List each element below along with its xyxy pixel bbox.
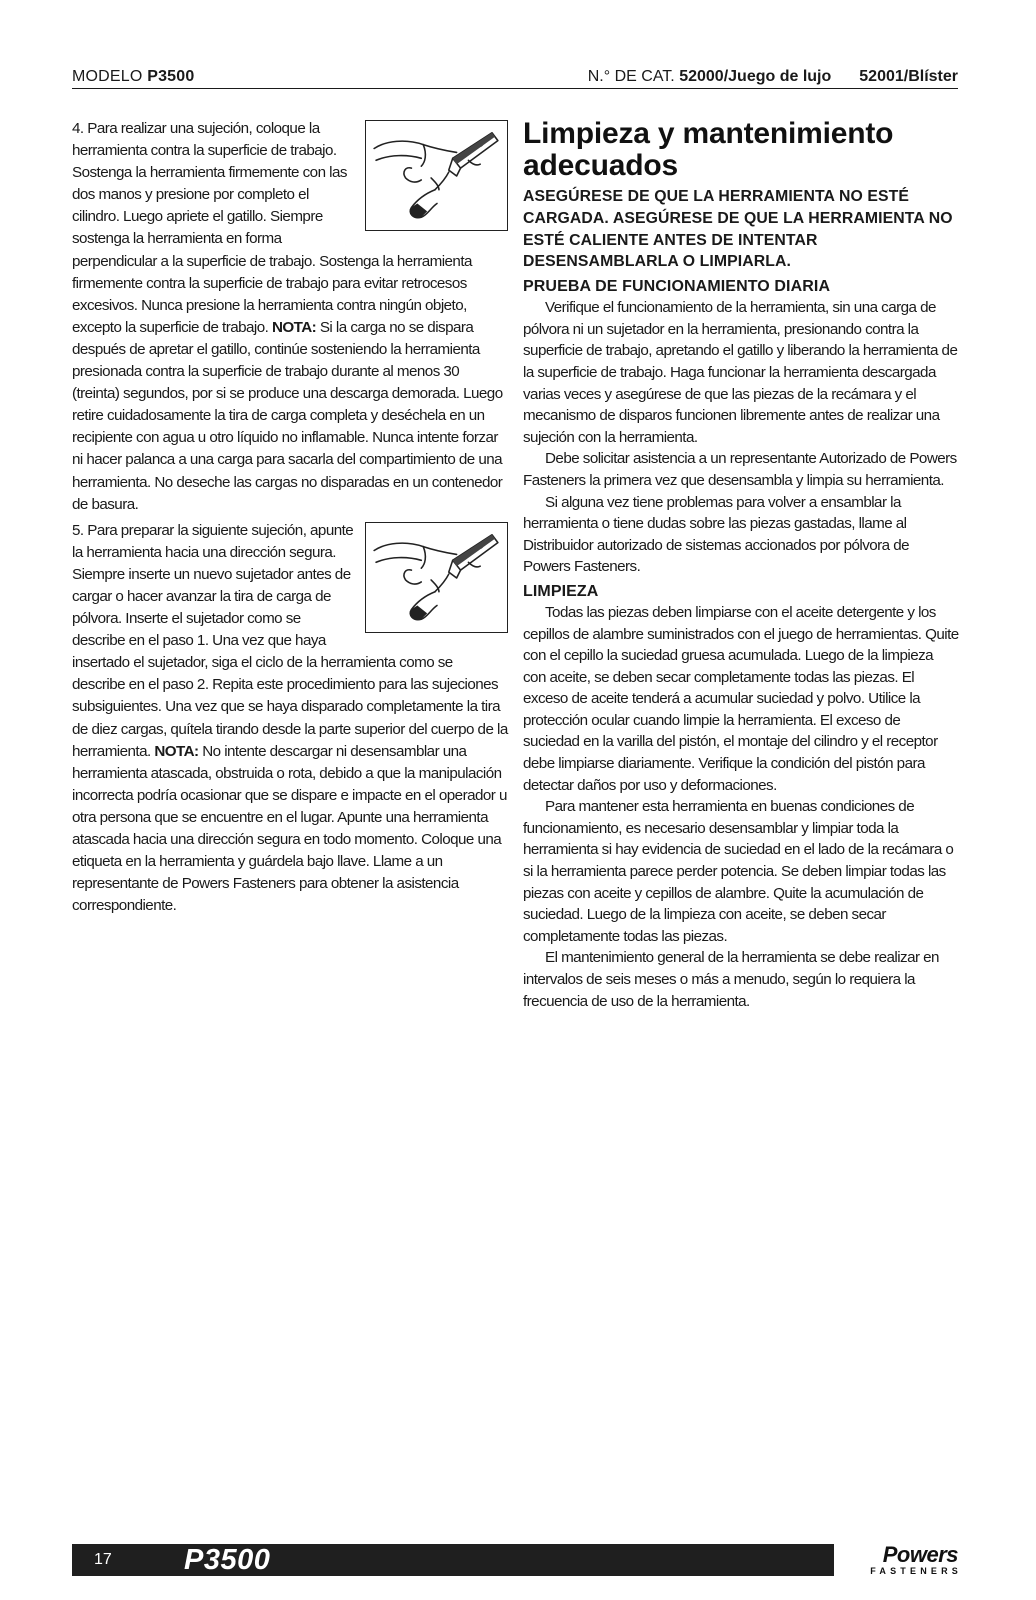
left-column xyxy=(72,118,508,917)
tool-illustration-1 xyxy=(365,120,508,231)
model-number: P3500 xyxy=(147,68,195,85)
logo-word: Powers xyxy=(882,1542,958,1567)
step-5-note-label: NOTA: xyxy=(154,742,199,760)
cat-number-deluxe: 52000/Juego de lujo xyxy=(679,68,832,85)
cat-number-blister: 52001/Blíster xyxy=(859,68,958,85)
logo-subtitle: FASTENERS xyxy=(870,1566,962,1576)
paragraph-reassembly: Si alguna vez tiene problemas para volver a ensamblar la herramienta o tiene dudas sobre las piezas gastadas, llame al Distribuidor autorizado de sistemas accionados por pólvora de Powers Fasteners. xyxy=(523,493,910,576)
step-5 xyxy=(72,520,508,918)
cat-prefix: N.° DE CAT. xyxy=(587,68,680,85)
step-4-note-text: Si la carga no se dispara después de apretar el gatillo, continúe sosteniendo la herramienta presionada contra la superficie de trabajo durante al menos 30 (treinta) segundos, por si se produce una descarga demorada. Luego retire cuidadosamente la tira de carga completa y deséchela en un recipiente con agua u otro líquido no inflamable. Nunca intente forzar ni hacer palanca a una carga para sacarla del compartimiento de una herramienta. No deseche las cargas no disparadas en un contenedor de basura. xyxy=(72,318,503,513)
powder-tool-icon xyxy=(366,523,507,632)
model-label xyxy=(72,66,194,88)
footer-model-title: P3500 xyxy=(184,1544,271,1576)
safety-warning: ASEGÚRESE DE QUE LA HERRAMIENTA NO ESTÉ CARGADA. ASEGÚRESE DE QUE LA HERRAMIENTA NO ESTÉ CALIENTE ANTES DE INTENTAR DESENSAMBLARLA O LIMPIARLA. xyxy=(523,188,953,271)
model-prefix: MODELO xyxy=(72,68,148,85)
paragraph-maintenance: El mantenimiento general de la herramienta se debe realizar en intervalos de seis meses o más a menudo, según lo requiera la frecuencia de uso de la herramienta. xyxy=(523,949,939,1010)
powder-tool-icon xyxy=(366,121,507,230)
step-4-text: 4. Para realizar una sujeción, coloque la herramienta contra la superficie de trabajo. Sostenga la herramienta firmemente con las dos manos y presione por completo el cilindro. Luego apriete el gatillo. Siempre sostenga la herramienta en forma perpendicular a la superficie de trabajo. Sostenga la herramienta firmemente contra la superficie de trabajo para evitar retrocesos excesivos. Nunca presione la herramienta contra ningún objeto, excepto la superficie de trabajo. xyxy=(72,120,472,336)
powers-fasteners-logo xyxy=(842,1542,962,1576)
right-column xyxy=(523,118,959,1012)
page-footer xyxy=(72,1542,962,1576)
page-number: 17 xyxy=(94,1551,112,1568)
step-5-note-text: No intente descargar ni desensamblar una herramienta atascada, obstruida o rota, debido a que la manipulación incorrecta podría ocasionar que se dispare e impacte en el operador u otra persona que se encuentre en el lugar. Apunte una herramienta atascada hacia una dirección segura en todo momento. Coloque una etiqueta en la herramienta y guárdela bajo llave. Llame a un representante de Powers Fasteners para obtener la asistencia correspondiente. xyxy=(72,742,507,915)
footer-bar xyxy=(72,1544,834,1576)
step-4 xyxy=(72,118,508,516)
section-title: Limpieza y mantenimiento adecuados xyxy=(523,117,894,182)
paragraph-daily-test: Verifique el funcionamiento de la herramienta, sin una carga de pólvora ni un sujetador en la herramienta, presionando contra la superficie de trabajo, apretando el gatillo y liberando la herramienta de la superficie de trabajo. Haga funcionar la herramienta descargada varias veces y asegúrese de que las piezas de la recámara y el mecanismo de disparos funcionen libremente antes de realizar una sujeción con la herramienta. xyxy=(523,299,958,446)
catalog-numbers xyxy=(588,66,958,88)
paragraph-cleaning-2: Para mantener esta herramienta en buenas condiciones de funcionamiento, es necesario desensamblar y limpiar toda la herramienta si hay evidencia de suciedad en el lado de la recámara o si la herramienta parece perder potencia. Se deben limpiar todas las piezas con aceite y cepillos de alambre. Quite la acumulación de suciedad. Luego de la limpieza con aceite, se deben secar completamente todas las piezas. xyxy=(523,798,954,945)
paragraph-cleaning-1: Todas las piezas deben limpiarse con el aceite detergente y los cepillos de alambre suministrados con el juego de herramientas. Quite con el cepillo la suciedad gruesa acumulada. Luego de la limpieza con aceite, se deben secar completamente todas las piezas. El exceso de aceite tenderá a acumular suciedad y polvo. Utilice la protección ocular cuando limpie la herramienta. El exceso de suciedad en la varilla del pistón, el montaje del cilindro y el receptor debe limpiarse diariamente. Verifique la condición del pistón para detectar daños por uso y deformaciones. xyxy=(523,603,959,794)
step-5-text: 5. Para preparar la siguiente sujeción, apunte la herramienta hacia una dirección segura. Siempre inserte un nuevo sujetador antes de cargar o hacer avanzar la tira de carga de pólvora. Inserte el sujetador como se describe en el paso 1. Una vez que haya insertado el sujetador, siga el ciclo de la herramienta como se describe en el paso 2. Repita este procedimiento para las sujeciones subsiguientes. Una vez que se haya disparado completamente la tira de diez cargas, quítela tirando desde la parte superior del cuerpo de la herramienta. xyxy=(72,521,508,760)
step-4-note-label: NOTA: xyxy=(271,318,317,336)
heading-daily-test: PRUEBA DE FUNCIONAMIENTO DIARIA xyxy=(523,278,831,296)
page-header xyxy=(72,64,958,89)
paragraph-assistance: Debe solicitar asistencia a un representante Autorizado de Powers Fasteners la primera vez que desensambla y limpia su herramienta. xyxy=(523,450,957,489)
heading-cleaning: LIMPIEZA xyxy=(523,582,599,600)
tool-illustration-2 xyxy=(365,522,508,633)
